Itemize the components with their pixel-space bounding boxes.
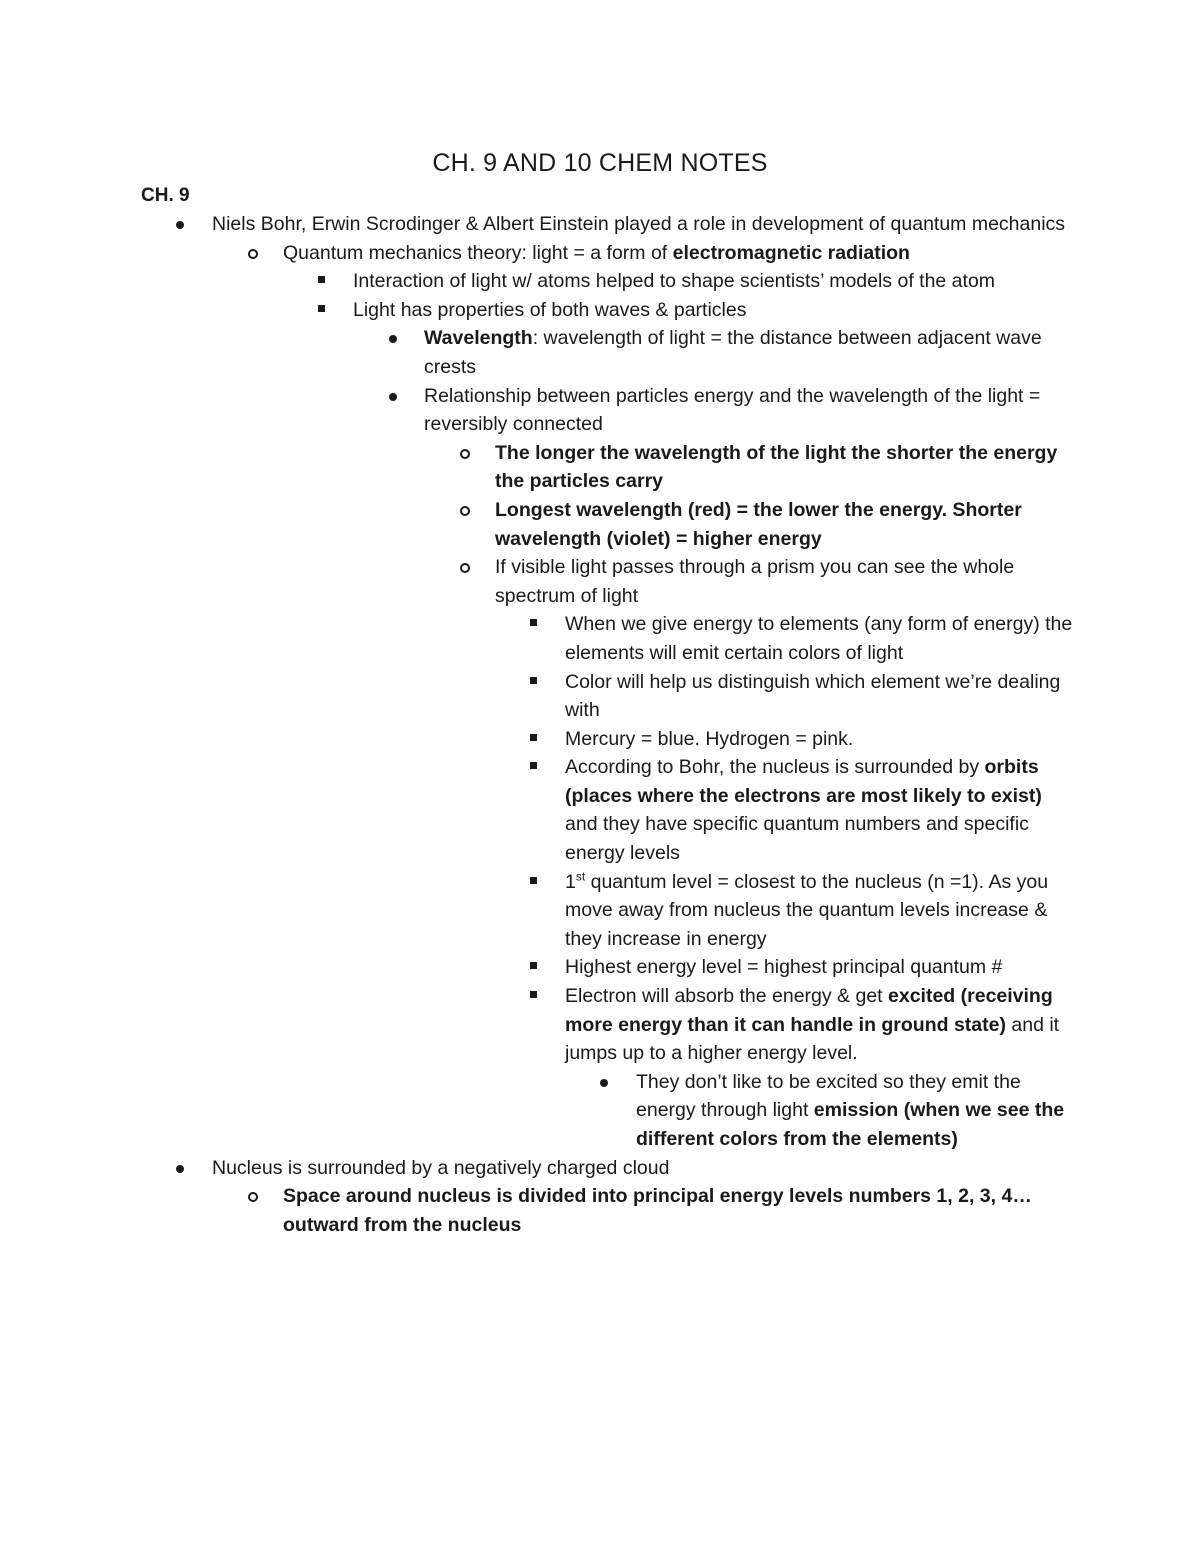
outline-item xyxy=(0,1182,1200,1239)
outline-item xyxy=(0,382,1200,439)
text-run: Light has properties of both waves & particles xyxy=(353,298,747,321)
disc-bullet-icon xyxy=(176,221,184,229)
bold-text-run: electromagnetic radiation xyxy=(672,241,910,264)
outline-item xyxy=(0,668,1200,725)
square-bullet-icon xyxy=(530,734,537,741)
outline-item-text xyxy=(565,668,1075,725)
text-run: Relationship between particles energy and the wavelength of the light = reversibly connected xyxy=(424,384,1041,436)
disc-bullet-icon xyxy=(389,393,397,401)
outline-item xyxy=(0,1068,1200,1154)
circle-bullet-icon xyxy=(460,563,470,573)
outline-item xyxy=(0,982,1200,1068)
bold-text-run: Longest wavelength (red) = the lower the energy. Shorter wavelength (violet) = higher energy xyxy=(495,498,1022,550)
outline-item xyxy=(0,868,1200,954)
outline-item-text xyxy=(565,610,1075,667)
text-run: and it jumps up to a higher energy level. xyxy=(565,1013,1060,1065)
outline-item xyxy=(0,953,1200,982)
outline-item-text xyxy=(212,1154,1072,1183)
text-run: Mercury = blue. Hydrogen = pink. xyxy=(565,727,854,750)
outline-item-text xyxy=(565,953,1075,982)
outline-item xyxy=(0,239,1200,268)
outline-item-text xyxy=(495,553,1075,610)
outline-item xyxy=(0,324,1200,381)
text-run: and they have specific quantum numbers and specific energy levels xyxy=(565,813,1029,865)
square-bullet-icon xyxy=(530,619,537,626)
outline-item-text xyxy=(212,210,1072,239)
text-run: Interaction of light w/ atoms helped to shape scientists’ models of the atom xyxy=(353,270,996,293)
disc-bullet-icon xyxy=(389,335,397,343)
document-title: CH. 9 AND 10 CHEM NOTES xyxy=(432,149,768,177)
square-bullet-icon xyxy=(530,762,537,769)
outline-item-text xyxy=(353,267,1073,296)
outline-item-text xyxy=(565,982,1075,1068)
disc-bullet-icon xyxy=(600,1079,608,1087)
circle-bullet-icon xyxy=(248,1192,258,1202)
square-bullet-icon xyxy=(530,877,537,884)
outline-item xyxy=(0,210,1200,239)
notes-outline xyxy=(0,210,1200,1239)
bold-text-run: Space around nucleus is divided into principal energy levels numbers 1, 2, 3, 4… outward from the nucleus xyxy=(283,1185,1032,1236)
text-run: quantum level = closest to the nucleus (n =1). As you move away from nucleus the quantum levels increase & they increase in energy xyxy=(565,870,1049,950)
outline-item xyxy=(0,439,1200,496)
outline-item xyxy=(0,1154,1200,1183)
outline-item-text xyxy=(495,496,1075,553)
bold-text-run: orbits (places where the electrons are most likely to exist) xyxy=(565,756,1042,807)
text-run: They don’t like to be excited so they emit the energy through light xyxy=(636,1070,1021,1122)
square-bullet-icon xyxy=(530,962,537,969)
square-bullet-icon xyxy=(318,305,325,312)
outline-item-text xyxy=(636,1068,1076,1154)
square-bullet-icon xyxy=(530,991,537,998)
text-run: Quantum mechanics theory: light = a form of xyxy=(283,241,673,264)
outline-item-text xyxy=(353,296,1073,325)
circle-bullet-icon xyxy=(460,449,470,459)
text-run: If visible light passes through a prism you can see the whole spectrum of light xyxy=(495,556,1015,607)
text-run: Electron will absorb the energy & get xyxy=(565,985,889,1008)
disc-bullet-icon xyxy=(176,1165,184,1173)
superscript-run: st xyxy=(575,869,586,884)
outline-item xyxy=(0,296,1200,325)
section-heading-ch9: CH. 9 xyxy=(141,185,190,206)
text-run: Highest energy level = highest principal quantum # xyxy=(565,956,1003,979)
text-run: : wavelength of light = the distance between adjacent wave crests xyxy=(424,327,1042,378)
outline-item-text xyxy=(565,725,1075,754)
outline-item xyxy=(0,496,1200,553)
outline-item xyxy=(0,610,1200,667)
bold-text-run: Wavelength xyxy=(424,327,533,350)
outline-item-text xyxy=(495,439,1075,496)
square-bullet-icon xyxy=(318,276,325,283)
outline-item-text xyxy=(283,1182,1073,1239)
outline-item xyxy=(0,725,1200,754)
circle-bullet-icon xyxy=(460,506,470,516)
outline-item-text xyxy=(565,868,1075,954)
outline-item xyxy=(0,267,1200,296)
bold-text-run: excited (receiving more energy than it can handle in ground state) xyxy=(565,985,1053,1036)
text-run: When we give energy to elements (any form of energy) the elements will emit certain colors of light xyxy=(565,613,1073,664)
outline-item xyxy=(0,753,1200,867)
text-run: Color will help us distinguish which element we’re dealing with xyxy=(565,670,1061,722)
text-run: According to Bohr, the nucleus is surrounded by xyxy=(565,756,985,779)
circle-bullet-icon xyxy=(248,249,258,259)
text-run: Niels Bohr, Erwin Scrodinger & Albert Einstein played a role in development of quantum mechanics xyxy=(212,213,1066,235)
text-run: 1 xyxy=(565,870,576,893)
outline-item-text xyxy=(283,239,1073,268)
outline-item-text xyxy=(424,382,1074,439)
outline-item xyxy=(0,553,1200,610)
bold-text-run: emission (when we see the different colors from the elements) xyxy=(636,1099,1065,1150)
square-bullet-icon xyxy=(530,677,537,684)
outline-item-text xyxy=(565,753,1075,867)
outline-item-text xyxy=(424,324,1074,381)
text-run: Nucleus is surrounded by a negatively charged cloud xyxy=(212,1156,670,1179)
bold-text-run: The longer the wavelength of the light the shorter the energy the particles carry xyxy=(495,441,1058,493)
